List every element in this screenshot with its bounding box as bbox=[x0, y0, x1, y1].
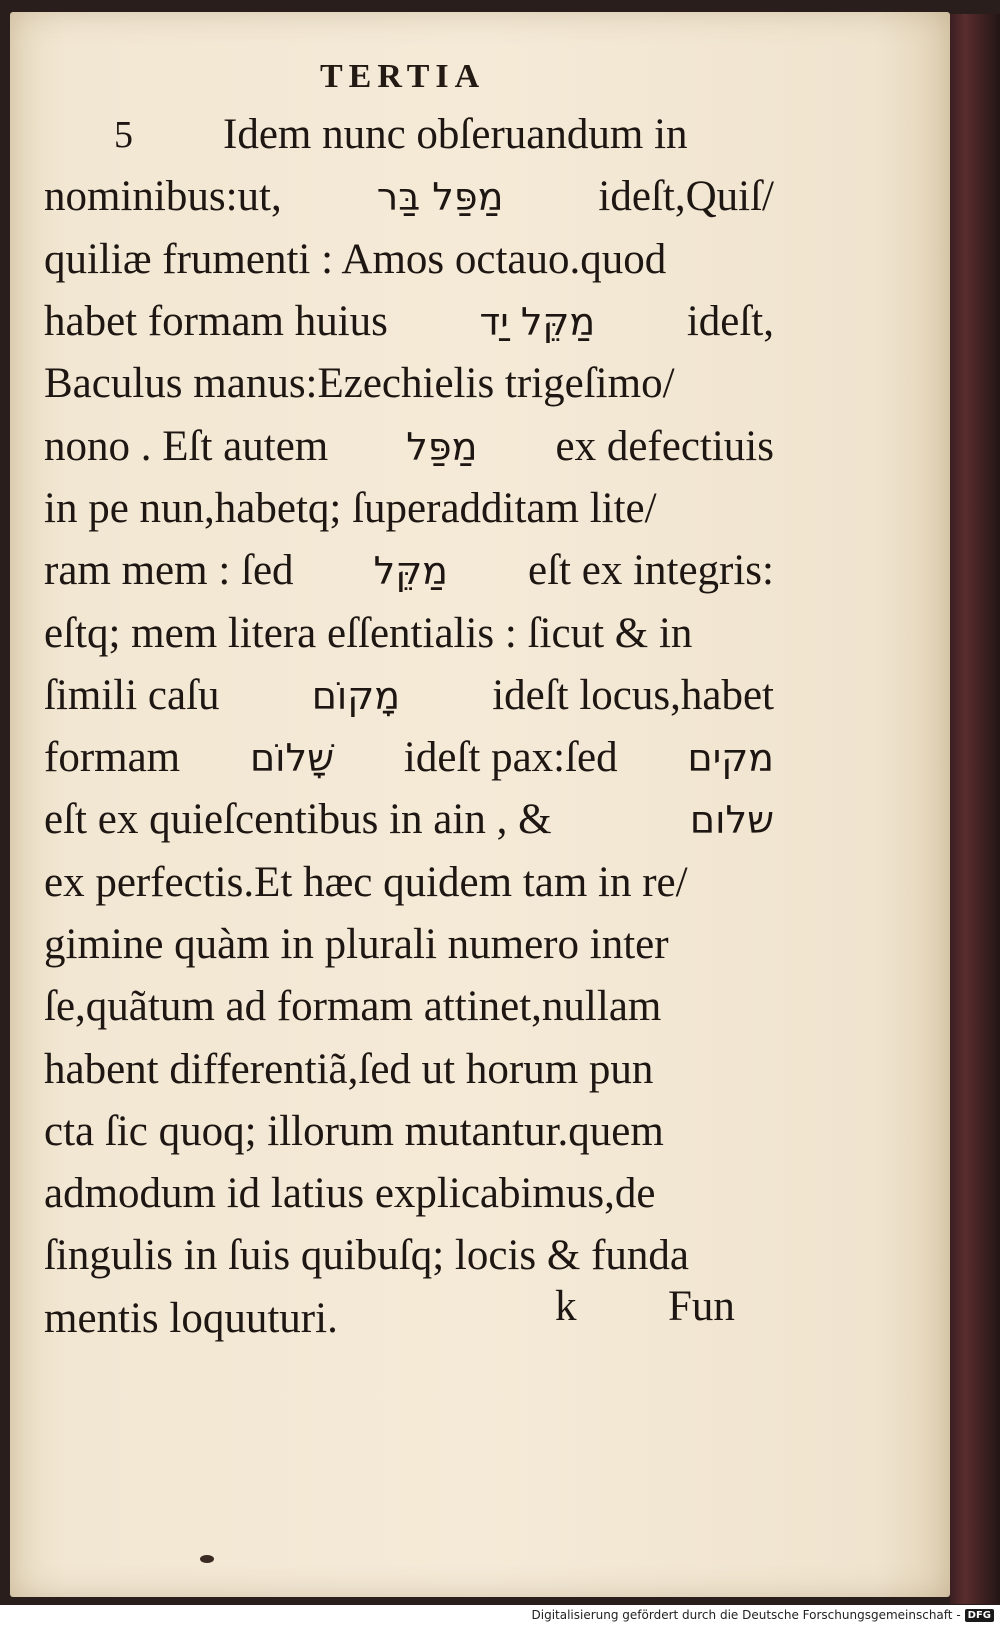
line-text: ex defectiuis bbox=[555, 422, 774, 470]
line-text: mentis loquuturi. bbox=[44, 1294, 338, 1342]
line-text: ſe,quãtum ad formam attinet,nullam bbox=[44, 983, 662, 1031]
running-head: TERTIA bbox=[320, 58, 486, 95]
line-text: ideſt pax:ſed bbox=[403, 734, 618, 782]
ink-smudge bbox=[200, 1555, 214, 1563]
text-line bbox=[44, 1163, 774, 1225]
signature-mark: k bbox=[555, 1283, 577, 1330]
line-text: eſtq; mem litera eſſentialis : ſicut & in bbox=[44, 609, 693, 657]
text-line bbox=[44, 1225, 774, 1287]
hebrew-word: שלום bbox=[689, 798, 774, 843]
text-line bbox=[44, 602, 774, 664]
line-text: eſt ex quieſcentibus in ain , & bbox=[44, 796, 552, 844]
text-line bbox=[44, 353, 774, 415]
line-text: formam bbox=[44, 734, 181, 782]
text-line bbox=[44, 104, 774, 166]
line-text: cta ſic quoq; illorum mutantur.quem bbox=[44, 1107, 664, 1155]
line-text: Idem nunc obſeruandum in bbox=[223, 111, 688, 159]
hebrew-word: שָׁלוֹם bbox=[249, 736, 335, 781]
dfg-logo-icon: DFG bbox=[965, 1609, 994, 1622]
line-text: ideſt, bbox=[686, 298, 774, 346]
line-text: Baculus manus:Ezechielis trigeſimo/ bbox=[44, 360, 675, 408]
line-text: eſt ex integris: bbox=[528, 547, 774, 595]
line-text: in pe nun,habetq; ſuperadditam lite/ bbox=[44, 484, 657, 532]
digitization-footer bbox=[532, 1608, 995, 1622]
catchword: Fun bbox=[668, 1283, 735, 1330]
hebrew-word: מַפַּל bbox=[406, 424, 478, 469]
line-text: ſingulis in ſuis quibuſq; locis & funda bbox=[44, 1232, 689, 1280]
line-text: nono . Eſt autem bbox=[44, 422, 329, 470]
hebrew-word: מַפַּל בַּר bbox=[376, 175, 504, 220]
hebrew-word: מַקֵּל יַד bbox=[479, 300, 596, 345]
text-line bbox=[44, 540, 774, 602]
line-text: gimine quàm in plurali numero inter bbox=[44, 921, 669, 968]
line-text: ex perfectis.Et hæc quidem tam in re/ bbox=[44, 858, 688, 906]
line-text: ſimili caſu bbox=[44, 671, 220, 719]
text-line bbox=[44, 166, 774, 228]
line-text: nominibus:ut, bbox=[44, 173, 282, 221]
text-line bbox=[44, 415, 774, 477]
book-edge bbox=[950, 14, 1000, 1604]
text-block bbox=[44, 104, 774, 1350]
text-line bbox=[44, 852, 774, 914]
hebrew-word: מקים bbox=[687, 736, 774, 781]
line-text: ideſt locus,habet bbox=[492, 671, 774, 719]
text-line bbox=[44, 665, 774, 727]
footer-credit: Digitalisierung gefördert durch die Deutsche Forschungsgemeinschaft - bbox=[531, 1608, 961, 1622]
line-text: ram mem : ſed bbox=[44, 547, 294, 595]
line-text: admodum id latius explicabimus,de bbox=[44, 1170, 656, 1218]
text-line bbox=[44, 914, 774, 976]
line-text: habent differentiã,ſed ut horum pun bbox=[44, 1045, 654, 1093]
line-text: ideſt,Quiſ/ bbox=[598, 173, 774, 221]
text-line bbox=[44, 1288, 774, 1350]
text-line bbox=[44, 478, 774, 540]
line-text: habet formam huius bbox=[44, 298, 388, 346]
line-text: quiliæ frumenti : Amos octauo.quod bbox=[44, 235, 667, 283]
hebrew-word: מָקוֹם bbox=[311, 673, 401, 718]
text-line bbox=[44, 789, 774, 851]
hebrew-word: מַקֵּל bbox=[373, 549, 448, 594]
text-line bbox=[44, 727, 774, 789]
text-line bbox=[44, 291, 774, 353]
paragraph-number: 5 bbox=[114, 114, 133, 157]
text-line bbox=[44, 229, 774, 291]
text-line bbox=[44, 1101, 774, 1163]
text-line bbox=[44, 1038, 774, 1100]
text-line bbox=[44, 976, 774, 1038]
